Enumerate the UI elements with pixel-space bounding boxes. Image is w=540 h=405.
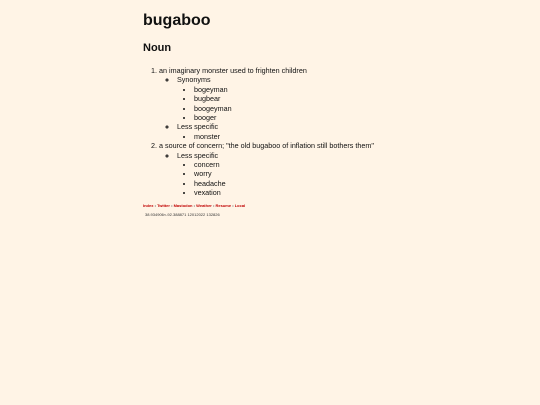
footer-link-mastodon[interactable]: Mastodon xyxy=(173,202,193,208)
relation-label: Less specific xyxy=(177,150,219,160)
word-list xyxy=(177,160,443,198)
relation-group-synonyms xyxy=(177,75,443,122)
list-item: • booger xyxy=(194,113,443,122)
footer-separator: • xyxy=(171,202,173,208)
sense-list xyxy=(143,66,443,198)
sense-definition: an imaginary monster used to frighten children xyxy=(159,66,307,75)
footer-link-local[interactable]: Local xyxy=(234,202,246,208)
sense-item-2 xyxy=(159,141,443,197)
page-title: bugaboo xyxy=(143,12,211,29)
list-item: • vexation xyxy=(194,188,443,197)
relation-group-less-specific xyxy=(177,122,443,141)
footer-link-index[interactable]: Index xyxy=(143,202,154,208)
relation-label: Synonyms xyxy=(177,75,211,85)
footer-link-weather[interactable]: Weather xyxy=(196,202,212,208)
dictionary-entry xyxy=(143,10,443,218)
list-item: • worry xyxy=(194,169,443,178)
part-of-speech-heading: Noun xyxy=(143,42,172,54)
footer-separator: • xyxy=(154,202,156,208)
sense-item-1 xyxy=(159,66,443,141)
list-item: • headache xyxy=(194,179,443,188)
relation-list xyxy=(159,151,443,198)
list-item: • monster xyxy=(194,132,443,141)
word-list xyxy=(177,85,443,123)
footer-meta: 38.934906≈-92.388871 12012022 132826 xyxy=(145,211,220,217)
footer-separator: • xyxy=(193,202,196,208)
list-item: • boogeyman xyxy=(194,104,443,113)
relation-list xyxy=(159,75,443,141)
footer-links xyxy=(143,203,443,209)
word-list xyxy=(177,132,443,141)
list-item: • bogeyman xyxy=(194,85,443,94)
footer-separator: • xyxy=(212,202,215,208)
list-item: • bugbear xyxy=(194,94,443,103)
relation-label: Less specific xyxy=(177,122,219,132)
sense-definition: a source of concern; "the old bugaboo of inflation still bothers them" xyxy=(159,141,374,151)
footer-link-resume[interactable]: Resume xyxy=(215,202,232,208)
footer-separator: • xyxy=(232,202,234,208)
footer-link-twitter[interactable]: Twitter xyxy=(157,202,170,208)
list-item: • concern xyxy=(194,160,443,169)
relation-group-less-specific xyxy=(177,151,443,198)
